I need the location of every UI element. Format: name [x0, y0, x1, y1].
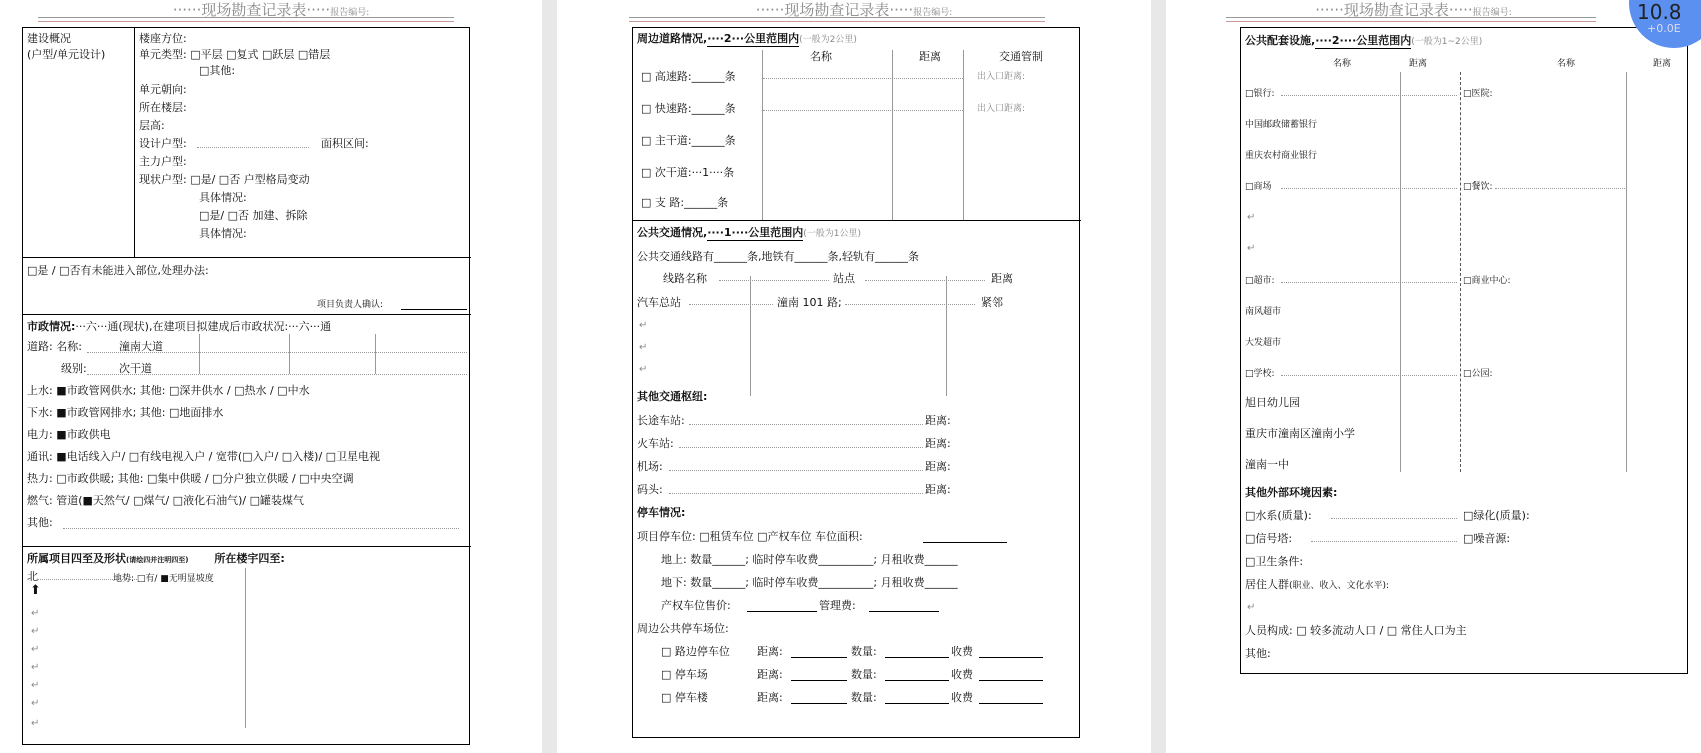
parking-fee-label: 管理费: [819, 599, 856, 612]
col-name-header: 名称 [1333, 59, 1352, 69]
supermarket-2[interactable]: 大发超市 [1245, 338, 1282, 348]
water-supply-field[interactable]: 上水: ■市政管网供水; 其他: □深井供水 / □热水 / □中水 [27, 384, 310, 397]
building-bounds-title: 所在楼宇四至: [214, 552, 285, 565]
supermarket-1[interactable]: 南风超市 [1245, 307, 1282, 317]
confirm-label: 项目负责人确认: [317, 300, 384, 310]
parking-lot-field[interactable]: □ 停车场 [661, 668, 708, 681]
municipal-title: 市政情况: [27, 320, 76, 333]
bank-2[interactable]: 重庆农村商业银行 [1245, 151, 1318, 161]
signal-tower-field[interactable]: □信号塔: [1245, 532, 1293, 545]
page-header: ······现场勘查记录表·····报告编号: [1315, 1, 1512, 19]
public-parking-label: 周边公共停车场位: [637, 622, 729, 635]
transit-title: 公共交通情况, [637, 226, 708, 239]
floor-field[interactable]: 所在楼层: [139, 101, 187, 114]
form-table: 周边道路情况,····2···公里范围内(一般为2公里) 名称 距离 交通管制 □ 高速路:______条 出入口距离: □ 快速路:______条 出入口距离: □ 主干道:______条 □ 次干道:···1····条 □ 支 路:______条 公共交通情况,····1····公里范围内(一般为1公里) 公共交通线路有______条,地铁有______条,轻轨有______条 线路名称 站点 距离 汽车总站 潼南 101 路; 紧邻 ↵ ↵ ↵ 其他交通枢纽: 长途车站: 火车站: 机场: 码头: 距离: 距离: 距离: 距离: 停车情况: 项目停车位: □租赁车位 □产权车位 车位面积: 地上: 数量______; 临时停车收费__________; 月租收费______ 地下: 数量______; 临时停车收费__________; 月租收费______ 产权车位售价: 管理费: 周边公共停车场位: □ 路边停车位 □ 停车场 □ 停车楼 距离: 距离: 距离: 数量: 数量: 数量: 收费 收费 收费 [632, 27, 1080, 738]
north-arrow-icon: ⬆ [30, 583, 41, 598]
zoom-delta: +0.0E [1647, 22, 1681, 35]
hub-distance-label: 距离: [925, 437, 951, 450]
header-rule [629, 17, 1045, 22]
sanitation-field[interactable]: □卫生条件: [1245, 555, 1304, 568]
road-level-label: 级别: [61, 362, 87, 375]
hospital-field[interactable]: □医院: [1463, 89, 1493, 99]
hub-distance-label: 距离: [925, 414, 951, 427]
hub-port-field[interactable]: 码头: [637, 483, 663, 496]
parking-title: 停车情况: [637, 506, 686, 519]
unit-type-field[interactable]: 单元类型: □平层 □复式 □跃层 □错层 [139, 48, 331, 61]
shape-title: 所属项目四至及形状 [27, 552, 126, 565]
detail2-field[interactable]: 具体情况: [199, 227, 247, 240]
area-field[interactable]: 面积区间: [321, 137, 369, 150]
hub-distance-label: 距离: [925, 460, 951, 473]
parking-garage-field[interactable]: □ 停车楼 [661, 691, 708, 704]
school-field[interactable]: □学校: [1245, 369, 1275, 379]
bank-field[interactable]: □银行: [1245, 89, 1275, 99]
highway-exit-field[interactable]: 出入口距离: [977, 72, 1026, 82]
col-traffic-control-header: 交通管制 [999, 50, 1043, 63]
terrain-field[interactable]: 地势: □有/ ■无明显坡度 [113, 574, 214, 584]
transit-row-line[interactable]: 汽车总站 [637, 296, 681, 309]
parking-charge-label: 收费 [951, 691, 973, 704]
col-stop-header: 站点 [833, 272, 855, 285]
road-name-value[interactable]: 潼南大道 [119, 340, 163, 353]
transit-note: (一般为1公里) [803, 229, 862, 239]
facilities-title: 公共配套设施, [1245, 34, 1316, 47]
roads-title: 周边道路情况, [637, 32, 708, 45]
parking-price-label: 产权车位售价: [661, 599, 731, 612]
main-type-field[interactable]: 主力户型: [139, 155, 187, 168]
roadside-parking-field[interactable]: □ 路边停车位 [661, 645, 730, 658]
unit-other-field[interactable]: □其他: [199, 64, 236, 77]
road-name-label: 道路: 名称: [27, 340, 82, 353]
transit-row-stop[interactable]: 潼南 101 路; [777, 296, 842, 309]
road-expressway-field[interactable]: □ 快速路:______条 [641, 102, 736, 115]
hub-airport-field[interactable]: 机场: [637, 460, 663, 473]
heating-field[interactable]: 热力: □市政供暖; 其他: □集中供暖 / □分户独立供暖 / □中央空调 [27, 472, 354, 485]
header-rule [1226, 17, 1596, 22]
parking-quantity-label: 数量: [851, 691, 877, 704]
school-2[interactable]: 重庆市潼南区潼南小学 [1245, 427, 1355, 440]
greenery-field[interactable]: □绿化(质量): [1463, 509, 1530, 522]
col-name-header: 名称 [810, 50, 832, 63]
parking-quantity-label: 数量: [851, 645, 877, 658]
drainage-field[interactable]: 下水: ■市政管网排水; 其他: □地面排水 [27, 406, 224, 419]
col-transit-distance-header: 距离 [991, 272, 1013, 285]
parking-spaces-field[interactable]: 项目停车位: □租赁车位 □产权车位 车位面积: [637, 530, 863, 543]
municipal-other-field[interactable]: 其他: [27, 516, 53, 529]
design-field[interactable]: 设计户型: [139, 137, 187, 150]
parking-ground-field[interactable]: 地上: 数量______; 临时停车收费__________; 月租收费______ [661, 553, 958, 566]
communication-field[interactable]: 通讯: ■电话线入户/ □有线电视入户 / 宽带(□入户/ □入楼)/ □卫星电视 [27, 450, 381, 463]
build-sublabel: (户型/单元设计) [27, 48, 106, 61]
parking-distance-label: 距离: [757, 645, 783, 658]
roads-range[interactable]: ····2···公里范围内 [707, 32, 800, 45]
header-rule [38, 17, 454, 22]
hub-train-station-field[interactable]: 火车站: [637, 437, 674, 450]
floor-orientation-field[interactable]: 楼座方位: [139, 32, 187, 45]
page-3 [1166, 0, 1701, 753]
transit-lines-field[interactable]: 公共交通线路有______条,地铁有______条,轻轨有______条 [637, 250, 919, 263]
expressway-exit-field[interactable]: 出入口距离: [977, 104, 1026, 114]
col-distance-header: 距离 [919, 50, 941, 63]
mall-field[interactable]: □商场 [1245, 182, 1272, 192]
gas-field[interactable]: 燃气: 管道(■天然气/ □煤气/ □液化石油气)/ □罐装煤气 [27, 494, 304, 507]
road-highway-field[interactable]: □ 高速路:______条 [641, 70, 736, 83]
parking-charge-label: 收费 [951, 645, 973, 658]
page-header: ······现场勘查记录表·····报告编号: [172, 1, 370, 19]
parking-charge-label: 收费 [951, 668, 973, 681]
municipal-summary: ···六···通(现状),在建项目拟建成后市政状况:···六···通 [75, 320, 332, 333]
detail1-field[interactable]: 具体情况: [199, 191, 247, 204]
bank-1[interactable]: 中国邮政储蓄银行 [1245, 120, 1318, 130]
build-label: 建设概况 [27, 32, 71, 45]
form-table: 公共配套设施,····2····公里范围内(一般为1~2公里) 名称 距离 名称 距离 □银行: □医院: 中国邮政储蓄银行 重庆农村商业银行 □商场 □餐饮: ↵ ↵ □超市: □商业中心: 南风超市 大发超市 □学校: □公园: 旭日幼儿园 重庆市潼南区潼南小学 潼南一中 其他外部环境因素: □水系(质量): □绿化(质量): □信号塔: □噪音源: □卫生条件: 居住人群(职业、收入、文化水平): ↵ 人员构成: □ 较多流动人口 / □ 常住人口为主 其他: [1240, 27, 1688, 674]
env-other-field[interactable]: 其他: [1245, 647, 1271, 660]
shape-note: (请绘四并注明四至) [126, 556, 189, 564]
roads-note: (一般为2公里) [799, 35, 857, 45]
power-field[interactable]: 电力: ■市政供电 [27, 428, 111, 441]
composition-field[interactable]: 人员构成: □ 较多流动人口 / □ 常住人口为主 [1245, 624, 1467, 637]
col-distance2-header: 距离 [1653, 59, 1672, 69]
status2-field[interactable]: □是/ □否 加建、拆除 [199, 209, 308, 222]
road-branch-field[interactable]: □ 支 路:______条 [641, 196, 729, 209]
zoom-value: 10.8 [1637, 0, 1682, 24]
parking-underground-field[interactable]: 地下: 数量______; 临时停车收费__________; 月租收费______ [661, 576, 958, 589]
col-distance-header: 距离 [1409, 59, 1428, 69]
facilities-range[interactable]: ····2····公里范围内 [1315, 34, 1412, 47]
facilities-note: (一般为1~2公里) [1411, 37, 1483, 47]
road-level-value[interactable]: 次干道 [119, 362, 152, 375]
noise-source-field[interactable]: □噪音源: [1463, 532, 1511, 545]
school-3[interactable]: 潼南一中 [1245, 458, 1289, 471]
parking-quantity-label: 数量: [851, 668, 877, 681]
hub-bus-station-field[interactable]: 长途车站: [637, 414, 685, 427]
residents-label: 居住人群 [1245, 578, 1289, 591]
north-label: 北 [27, 570, 38, 583]
residents-note[interactable]: (职业、收入、文化水平): [1289, 581, 1390, 591]
road-main-field[interactable]: □ 主干道:______条 [641, 134, 736, 147]
transit-range[interactable]: ····1····公里范围内 [707, 226, 804, 239]
access-field[interactable]: □是 / □否有未能进入部位,处理办法: [27, 264, 209, 277]
page-header: ······现场勘查记录表·····报告编号: [755, 1, 953, 19]
status-type-field[interactable]: 现状户型: □是/ □否 户型格局变动 [139, 173, 310, 186]
col-line-header: 线路名称 [663, 272, 707, 285]
water-quality-field[interactable]: □水系(质量): [1245, 509, 1312, 522]
parking-distance-label: 距离: [757, 691, 783, 704]
commercial-center-field[interactable]: □商业中心: [1463, 276, 1511, 286]
school-1[interactable]: 旭日幼儿园 [1245, 396, 1300, 409]
supermarket-field[interactable]: □超市: [1245, 276, 1275, 286]
unit-orientation-field[interactable]: 单元朝向: [139, 83, 187, 96]
hubs-title: 其他交通枢纽: [637, 390, 708, 403]
dining-field[interactable]: □餐饮: [1463, 182, 1493, 192]
transit-row-distance[interactable]: 紧邻 [981, 296, 1003, 309]
env-title: 其他外部环境因素: [1245, 486, 1338, 499]
park-field[interactable]: □公园: [1463, 369, 1493, 379]
height-field[interactable]: 层高: [139, 119, 165, 132]
parking-distance-label: 距离: [757, 668, 783, 681]
page-1 [0, 0, 542, 753]
hub-distance-label: 距离: [925, 483, 951, 496]
col-name2-header: 名称 [1557, 59, 1576, 69]
road-secondary-field[interactable]: □ 次干道:···1····条 [641, 166, 735, 179]
form-table: 建设概况 (户型/单元设计) 楼座方位: 单元类型: □平层 □复式 □跃层 □错层 □其他: 单元朝向: 所在楼层: 层高: 设计户型: 面积区间: 主力户型: 现状户型: □是/ □否 户型格局变动 具体情况: □是/ □否 加建、拆除 具体情况: □是 / □否有未能进入部位,处理办法: 项目负责人确认: 市政情况:···六···通(现状),在建项目拟建成后市政状况:···六···通 道路: 名称: 潼南大道 级别: 次干道 上水: ■市政管网供水; 其他: □深井供水 / □热水 / □中水 下水: ■市政管网排水; 其他: □地面排水 电力: ■市政供电 通讯: ■电话线入户/ □有线电视入户 / 宽带(□入户/ □入楼)/ □卫星电视 热力: □市政供暖; 其他: □集中供暖 / □分户独立供暖 / □中央空调 燃气: 管道(■天然气/ □煤气/ □液化石油气)/ □罐装煤气 其他: 所属项目四至及形状(请绘四并注明四至) 所在楼宇四至: 北 ⬆ 地势: □有/ ■无明显坡度 ↵ ↵ ↵ ↵ ↵ ↵ ↵ [22, 27, 470, 745]
page-2 [557, 0, 1151, 753]
